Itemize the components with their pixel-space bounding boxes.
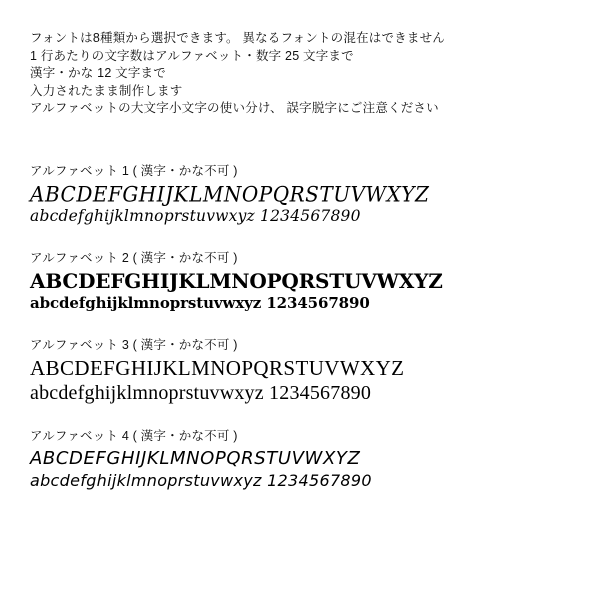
- note-line: フォントは8種類から選択できます。 異なるフォントの混在はできません: [30, 31, 445, 45]
- font-sample-uppercase: ABCDEFGHIJKLMNOPQRSTUVWXYZ: [30, 447, 361, 469]
- font-sample-uppercase: ABCDEFGHIJKLMNOPQRSTUVWXYZ: [30, 355, 405, 380]
- notes-list: [30, 30, 576, 118]
- font-sample-3: [30, 336, 576, 405]
- note-line: 入力されたまま制作します: [30, 83, 183, 98]
- font-sample-1: [30, 162, 576, 227]
- note-line: 漢字・かな 12 文字まで: [30, 66, 166, 80]
- font-sample-title: アルファベット 3 ( 漢字・かな不可 ): [30, 337, 238, 352]
- font-samples: [30, 162, 576, 492]
- font-sample-lowercase: abcdefghijklmnoprstuvwxyz 1234567890: [30, 293, 370, 312]
- font-sample-2: [30, 249, 576, 314]
- font-sample-lowercase: abcdefghijklmnoprstuvwxyz 1234567890: [30, 470, 372, 490]
- font-sample-title: アルファベット 2 ( 漢字・かな不可 ): [30, 250, 238, 265]
- font-sample-uppercase: ABCDEFGHIJKLMNOPQRSTUVWXYZ: [30, 268, 443, 293]
- note-line: 1 行あたりの文字数はアルファベット・数字 25 文字まで: [30, 48, 354, 63]
- font-sample-4: [30, 427, 576, 492]
- font-sample-lowercase: abcdefghijklmnoprstuvwxyz 1234567890: [30, 381, 372, 404]
- note-line: アルファベットの大文字小文字の使い分け、 誤字脱字にご注意ください: [30, 101, 439, 115]
- font-sample-uppercase: ABCDEFGHIJKLMNOPQRSTUVWXYZ: [30, 180, 430, 207]
- font-sample-title: アルファベット 1 ( 漢字・かな不可 ): [30, 163, 238, 178]
- font-sample-lowercase: abcdefghijklmnoprstuvwxyz 1234567890: [30, 206, 361, 225]
- font-sample-title: アルファベット 4 ( 漢字・かな不可 ): [30, 428, 238, 443]
